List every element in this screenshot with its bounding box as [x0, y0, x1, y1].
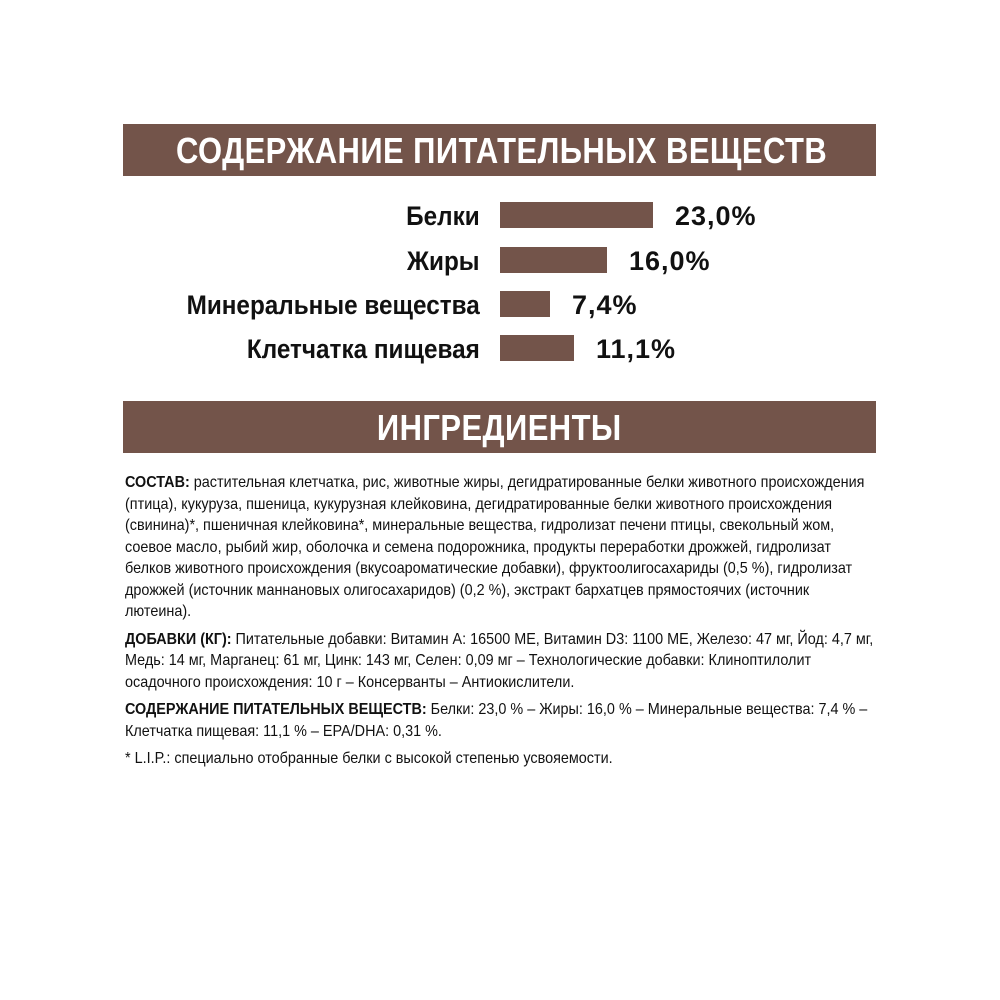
ingredients-text-block: [125, 472, 875, 776]
chart-row-label: Клетчатка пищевая: [247, 334, 480, 364]
ingredients-header-title: ИНГРЕДИЕНТЫ: [377, 407, 622, 448]
chart-row-value: 23,0%: [675, 201, 757, 231]
additives-paragraph: [125, 629, 877, 694]
nutrients-label: СОДЕРЖАНИЕ ПИТАТЕЛЬНЫХ ВЕЩЕСТВ:: [125, 701, 427, 718]
chart-bar: [500, 335, 574, 361]
chart-row-minerals: [0, 291, 1000, 321]
nutrients-paragraph: [125, 699, 877, 742]
chart-bar: [500, 247, 607, 273]
chart-row-label: Жиры: [407, 246, 480, 276]
chart-row-label: Белки: [406, 201, 480, 231]
chart-row-value: 16,0%: [629, 246, 711, 276]
chart-row-protein: [0, 202, 1000, 232]
chart-row-fat: [0, 247, 1000, 277]
chart-row-label: Минеральные вещества: [186, 290, 480, 320]
composition-text: растительная клетчатка, рис, животные жиры, дегидратированные белки животного происхождения (птица), кукуруза, пшеница, кукурузная клейковина, дегидратированные белки животного происхождения (свинина)*, пшеничная клейковина*, минеральные вещества, гидролизат печени птицы, свекольный жом, соевое масло, рыбий жир, оболочка и семена подорожника, продукты переработки дрожжей, гидролизат белков животного происхождения (вкусоароматические добавки), фруктоолигосахариды (0,5 %), гидролизат дрожжей (источник маннановых олигосахаридов) (0,2 %), экстракт бархатцев прямостоячих (источник лютеина).: [125, 474, 865, 620]
nutrients-bar-chart: [0, 0, 1000, 400]
additives-label: ДОБАВКИ (КГ):: [125, 630, 232, 648]
chart-bar: [500, 291, 550, 317]
chart-row-fiber: [0, 335, 1000, 365]
chart-bar: [500, 202, 653, 228]
composition-label: СОСТАВ:: [125, 474, 190, 491]
additives-text: Питательные добавки: Витамин А: 16500 МЕ, Витамин D3: 1100 МЕ, Железо: 47 мг, Йод: 4,7 мг, Медь: 14 мг, Марганец: 61 мг, Цинк: 143 мг, Селен: 0,09 мг – Технологические добавки: Клиноптилолит осадочного происхождения: 10 г – Консерванты – Антиокислители.: [125, 630, 874, 691]
chart-row-value: 7,4%: [572, 290, 638, 320]
nutrients-header-title: СОДЕРЖАНИЕ ПИТАТЕЛЬНЫХ ВЕЩЕСТВ: [175, 130, 828, 171]
ingredients-header-banner: [123, 401, 876, 453]
chart-row-value: 11,1%: [596, 334, 677, 364]
footnote: * L.I.P.: специально отобранные белки с высокой степенью усвояемости.: [125, 750, 613, 767]
composition-paragraph: [125, 472, 877, 623]
nutrients-text: Белки: 23,0 % – Жиры: 16,0 % – Минеральные вещества: 7,4 % – Клетчатка пищевая: 11,1 % – EPA/DHA: 0,31 %.: [125, 701, 868, 740]
